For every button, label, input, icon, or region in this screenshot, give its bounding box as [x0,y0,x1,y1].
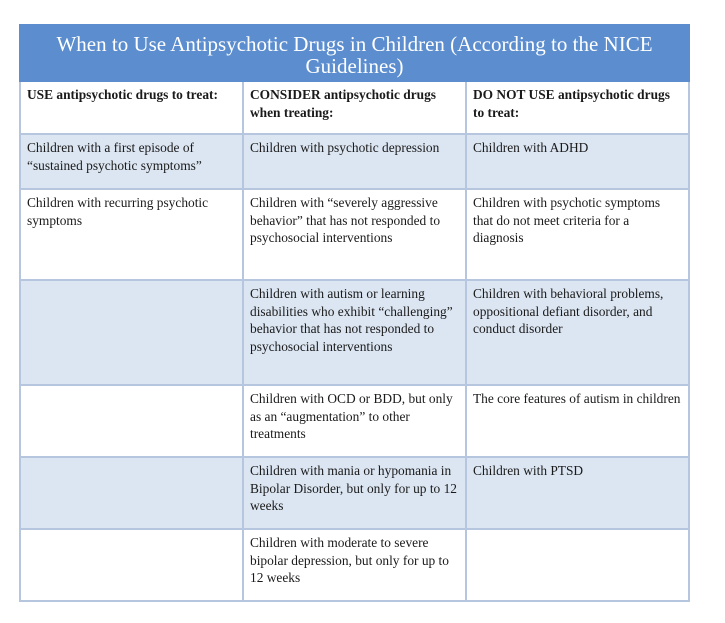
cell-use [20,385,243,457]
cell-consider: Children with psychotic depression [243,134,466,189]
table-row [20,457,689,529]
cell-do-not-use: Children with ADHD [466,134,689,189]
table-row [20,529,689,601]
table-title: When to Use Antipsychotic Drugs in Children (According to the NICE Guidelines) [20,25,689,81]
cell-do-not-use: Children with PTSD [466,457,689,529]
header-row [20,81,689,134]
nice-guidelines-table [19,24,690,602]
table-row [20,385,689,457]
cell-use: Children with recurring psychotic symptoms [20,189,243,280]
column-header-do-not-use: DO NOT USE antipsychotic drugs to treat: [466,81,689,134]
cell-consider: Children with “severely aggressive behavior” that has not responded to psychosocial interventions [243,189,466,280]
table-row [20,189,689,280]
table-row [20,134,689,189]
table-row [20,280,689,385]
column-header-use: USE antipsychotic drugs to treat: [20,81,243,134]
column-header-consider: CONSIDER antipsychotic drugs when treating: [243,81,466,134]
cell-consider: Children with mania or hypomania in Bipolar Disorder, but only for up to 12 weeks [243,457,466,529]
cell-do-not-use: Children with psychotic symptoms that do not meet criteria for a diagnosis [466,189,689,280]
cell-do-not-use: Children with behavioral problems, oppositional defiant disorder, and conduct disorder [466,280,689,385]
cell-use [20,457,243,529]
cell-consider: Children with moderate to severe bipolar depression, but only for up to 12 weeks [243,529,466,601]
cell-do-not-use [466,529,689,601]
cell-use: Children with a first episode of “sustained psychotic symptoms” [20,134,243,189]
cell-consider: Children with autism or learning disabilities who exhibit “challenging” behavior that has not responded to psychosocial interventions [243,280,466,385]
cell-do-not-use: The core features of autism in children [466,385,689,457]
cell-consider: Children with OCD or BDD, but only as an “augmentation” to other treatments [243,385,466,457]
cell-use [20,529,243,601]
cell-use [20,280,243,385]
